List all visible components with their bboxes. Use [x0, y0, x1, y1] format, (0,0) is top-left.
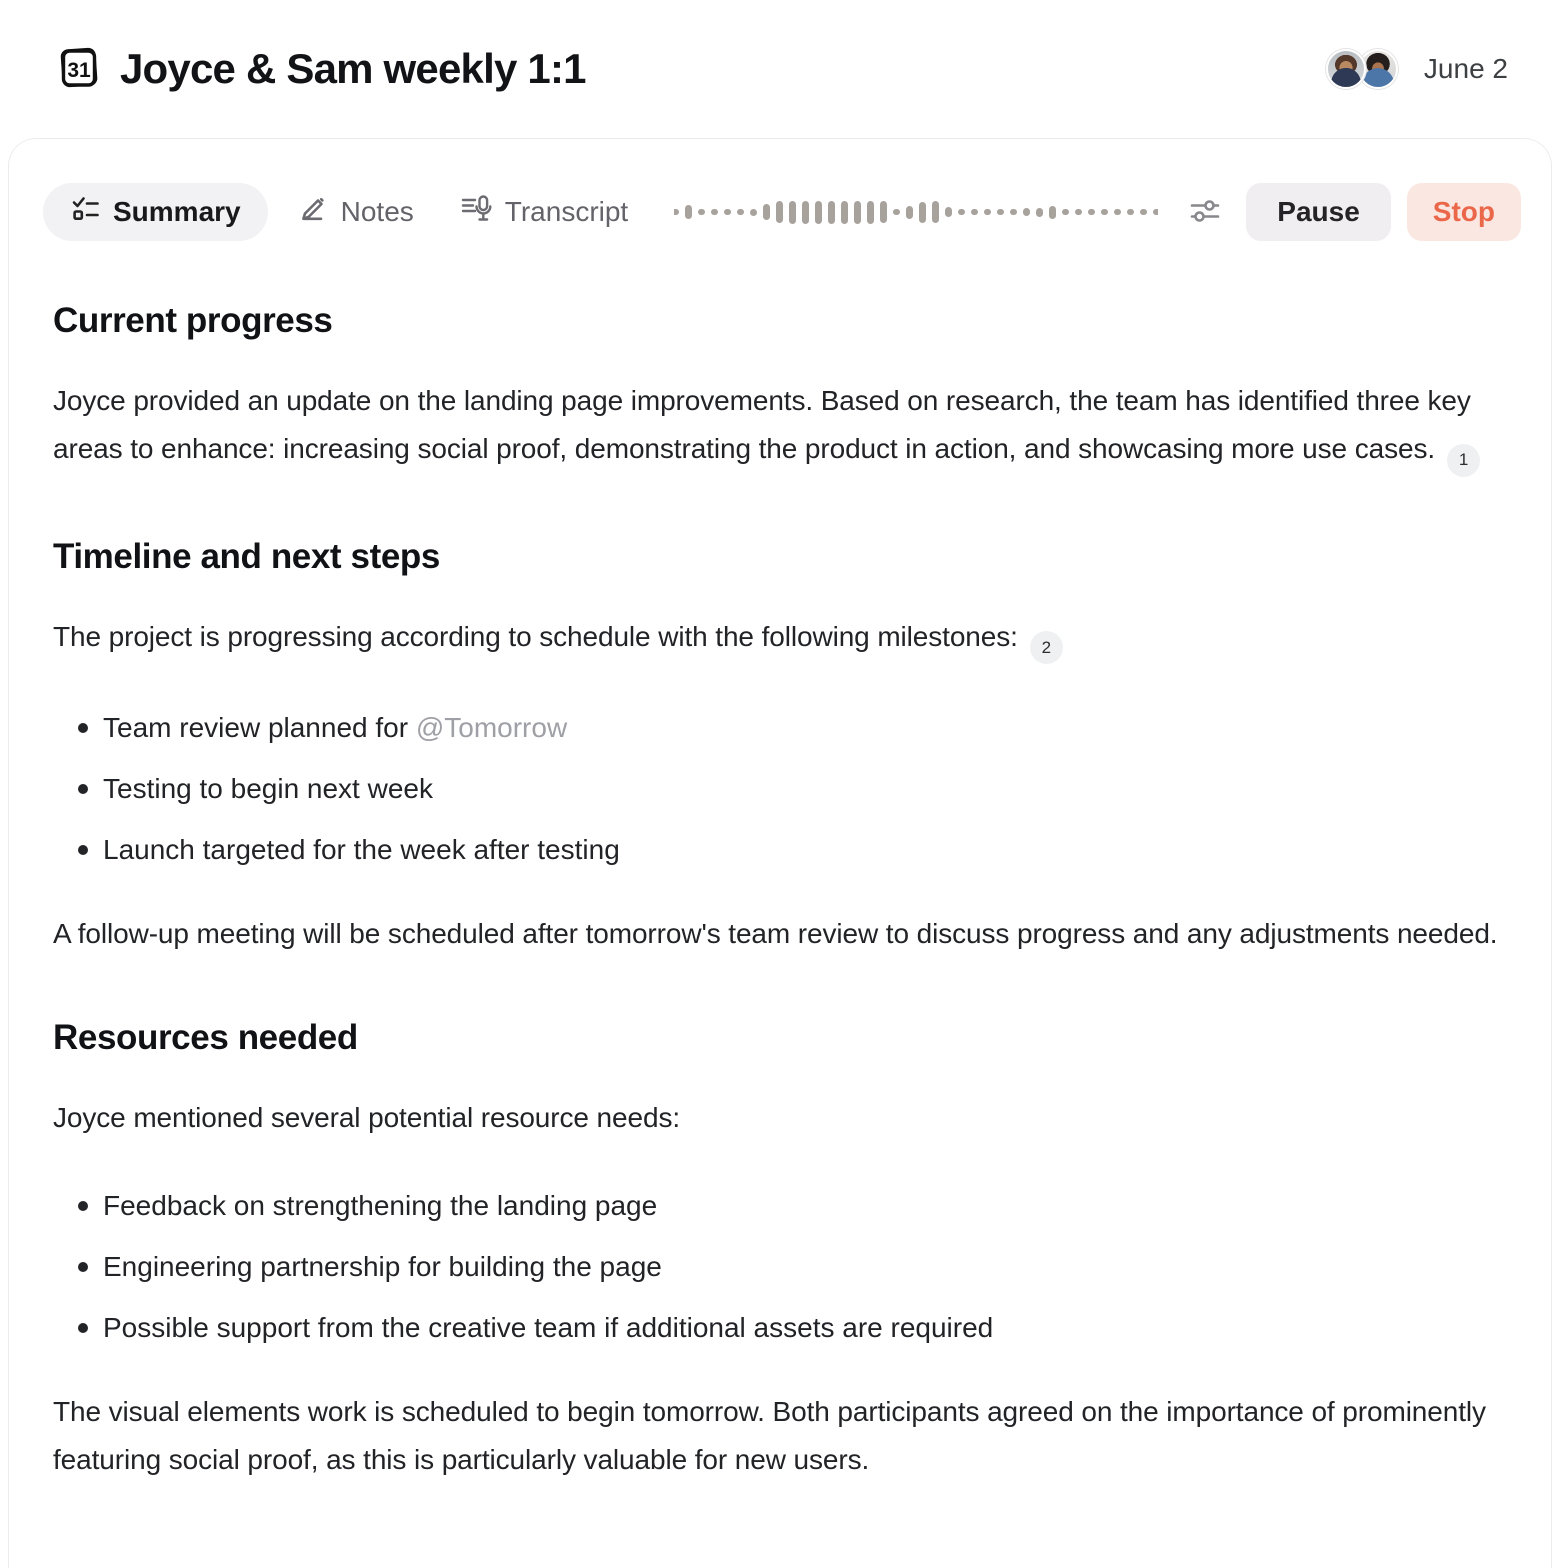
- bullet-text: Possible support from the creative team if additional assets are required: [103, 1312, 994, 1343]
- meeting-card: [8, 138, 1552, 1568]
- pause-button[interactable]: Pause: [1246, 183, 1391, 241]
- bullet-text: Team review planned for: [103, 712, 416, 743]
- date-mention[interactable]: @Tomorrow: [415, 712, 568, 743]
- milestones-list: [53, 704, 1507, 874]
- summary-content: [9, 301, 1551, 1484]
- list-item: [53, 1243, 1507, 1291]
- tab-notes[interactable]: [282, 183, 430, 241]
- section-paragraph: [53, 377, 1507, 477]
- paragraph-text: Joyce provided an update on the landing page improvements. Based on research, the team has identified three key areas to enhance: increasing social proof, demonstrating the product in action, and showcasing more use cases.: [53, 385, 1471, 464]
- tab-transcript[interactable]: [444, 183, 644, 241]
- list-item: [53, 1304, 1507, 1352]
- paragraph-text: The project is progressing according to schedule with the following milestones:: [53, 620, 1018, 652]
- tab-summary[interactable]: [43, 183, 268, 241]
- bullet-text: Feedback on strengthening the landing page: [103, 1190, 658, 1221]
- section-paragraph: The visual elements work is scheduled to begin tomorrow. Both participants agreed on the importance of prominently featuring social proof, as this is particularly valuable for new users.: [53, 1396, 1486, 1475]
- bullet-text: Launch targeted for the week after testing: [103, 834, 620, 865]
- list-item: [53, 765, 1507, 813]
- avatar[interactable]: [1326, 49, 1366, 89]
- audio-settings-button[interactable]: [1188, 194, 1222, 231]
- section-paragraph: A follow-up meeting will be scheduled after tomorrow's team review to discuss progress and any adjustments needed.: [53, 918, 1498, 949]
- pencil-icon: [298, 194, 328, 231]
- checklist-icon: [70, 194, 100, 231]
- section-heading: Timeline and next steps: [53, 536, 440, 576]
- citation-badge[interactable]: 2: [1030, 631, 1063, 664]
- resources-list: [53, 1182, 1507, 1352]
- section-heading: Current progress: [53, 301, 333, 340]
- participant-avatars[interactable]: [1326, 49, 1398, 89]
- citation-badge[interactable]: 1: [1447, 444, 1480, 477]
- list-item: [53, 826, 1507, 874]
- list-item: [53, 704, 1507, 752]
- section-paragraph: Joyce mentioned several potential resource needs:: [53, 1102, 681, 1133]
- section-paragraph: [53, 613, 1507, 665]
- mic-lines-icon: [460, 193, 492, 232]
- svg-text:31: 31: [67, 58, 91, 82]
- sliders-icon: [1188, 194, 1222, 231]
- section-heading: Resources needed: [53, 1018, 358, 1057]
- calendar-icon: [50, 41, 102, 98]
- bullet-text: Engineering partnership for building the page: [103, 1251, 662, 1282]
- header: [0, 0, 1560, 138]
- list-item: [53, 1182, 1507, 1230]
- toolbar: [9, 139, 1551, 241]
- tab-label: Summary: [113, 196, 241, 227]
- stop-button[interactable]: Stop: [1407, 183, 1521, 241]
- page-title: Joyce & Sam weekly 1:1: [120, 45, 586, 92]
- meeting-date: June 2: [1423, 53, 1508, 84]
- waveform: [674, 182, 1158, 242]
- tab-label: Transcript: [504, 196, 629, 227]
- tab-label: Notes: [340, 196, 414, 227]
- bullet-text: Testing to begin next week: [103, 773, 433, 804]
